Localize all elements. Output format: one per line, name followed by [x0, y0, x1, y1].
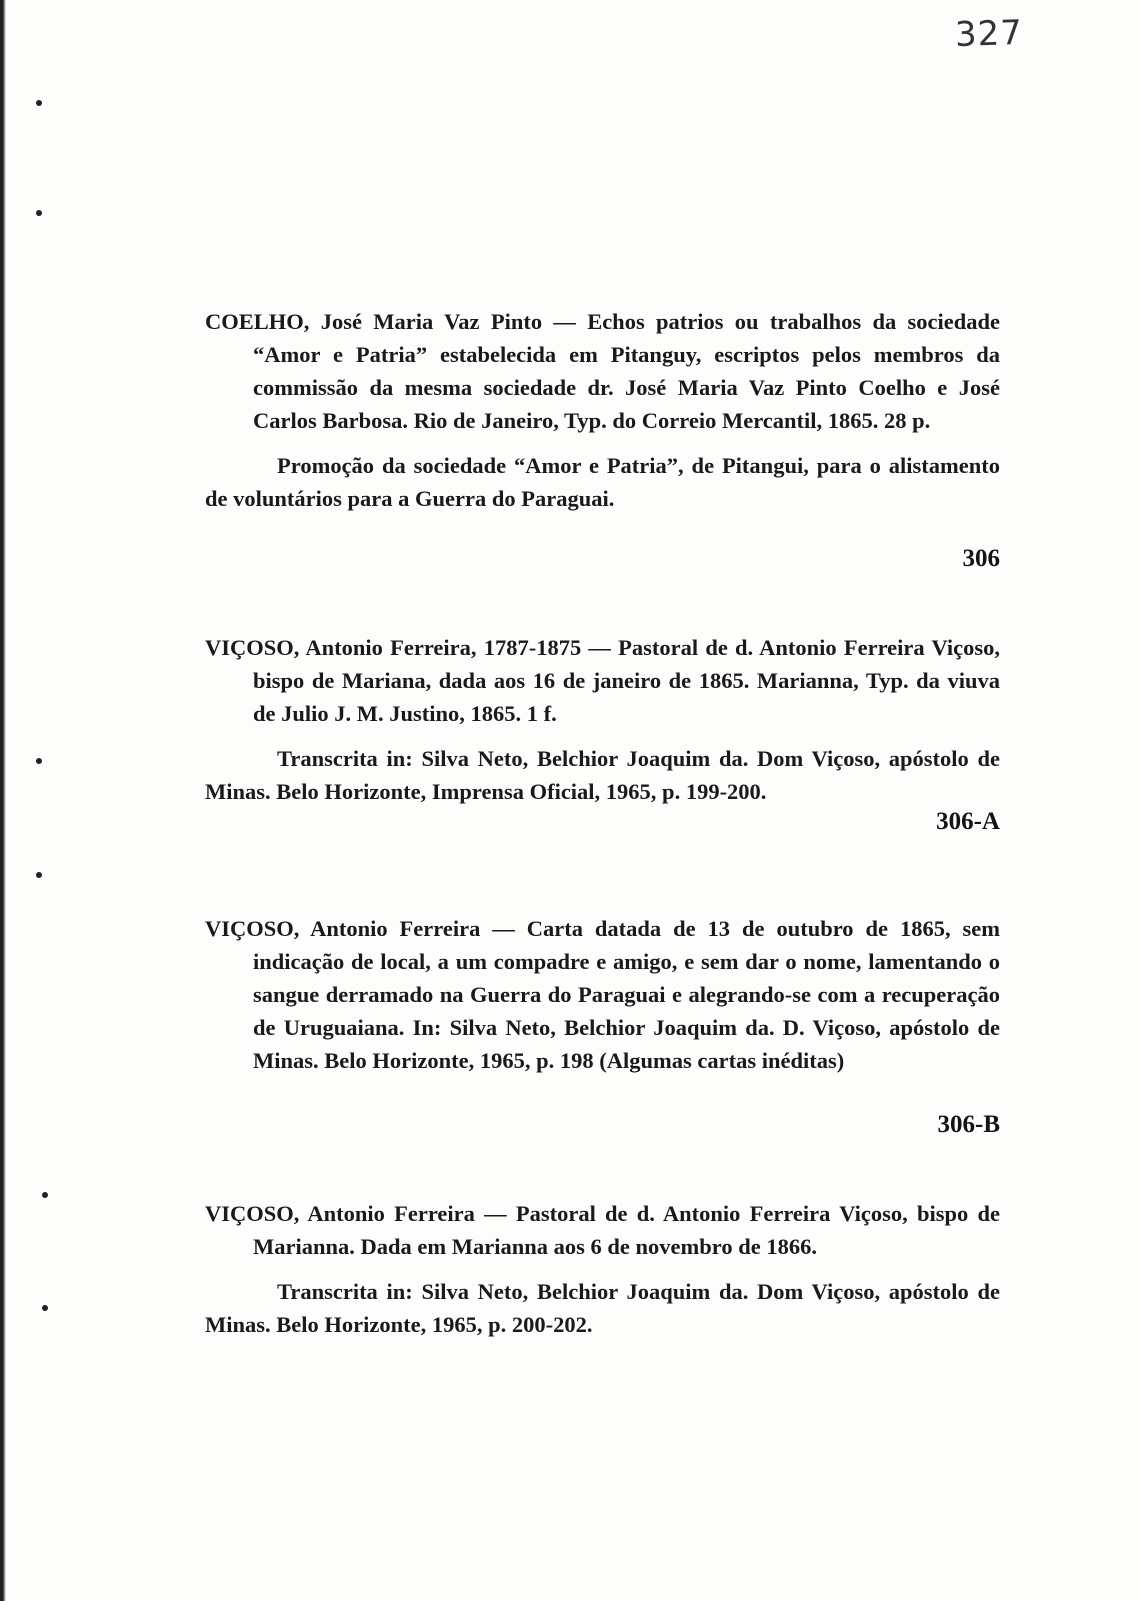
entry-citation: VIÇOSO, Antonio Ferreira — Carta datada de 13 de outubro de 1865, sem indicação de local, a um compadre e amigo, e sem dar o nome, lamentando o sangue derramado na Guerra do Paraguai e alegrando-se com a recuperação de Uruguaiana. In: Silva Neto, Belchior Joaquim da. D. Viçoso, apóstolo de Minas. Belo Horizonte, 1965, p. 198 (Algumas cartas inéditas) — [205, 916, 1000, 1073]
punch-hole-mark — [36, 210, 42, 216]
entry-number: 306-B — [937, 1111, 1000, 1138]
punch-hole-mark — [36, 758, 42, 764]
punch-hole-mark — [36, 872, 42, 878]
handwritten-page-number: 327 — [954, 12, 1024, 56]
punch-hole-mark — [42, 1192, 48, 1198]
punch-hole-mark — [36, 100, 42, 106]
entry-note: Promoção da sociedade “Amor e Patria”, de Pitangui, para o alistamento de voluntários para a Guerra do Paraguai. — [205, 453, 1000, 511]
punch-hole-mark — [42, 1305, 48, 1311]
entry-number: 306 — [962, 545, 1000, 572]
entry-citation: COELHO, José Maria Vaz Pinto — Echos patrios ou trabalhos da sociedade “Amor e Patria” estabelecida em Pitanguy, escriptos pelos membros da commissão da mesma sociedade dr. José Maria Vaz Pinto Coelho e José Carlos Barbosa. Rio de Janeiro, Typ. do Correio Mercantil, 1865. 28 p. — [205, 309, 1000, 433]
bibliography-entry — [205, 305, 1000, 573]
entry-note: Transcrita in: Silva Neto, Belchior Joaquim da. Dom Viçoso, apóstolo de Minas. Belo Horizonte, Imprensa Oficial, 1965, p. 199-200. — [205, 746, 1000, 804]
entry-citation: VIÇOSO, Antonio Ferreira — Pastoral de d. Antonio Ferreira Viçoso, bispo de Marianna. Dada em Marianna aos 6 de novembro de 1866. — [205, 1201, 1000, 1259]
bibliography-entry — [205, 631, 1000, 836]
bibliography-entry — [205, 1197, 1000, 1341]
entry-citation: VIÇOSO, Antonio Ferreira, 1787-1875 — Pastoral de d. Antonio Ferreira Viçoso, bispo de Mariana, dada aos 16 de janeiro de 1865. Marianna, Typ. da viuva de Julio J. M. Justino, 1865. 1 f. — [205, 635, 1000, 726]
entry-note: Transcrita in: Silva Neto, Belchior Joaquim da. Dom Viçoso, apóstolo de Minas. Belo Horizonte, 1965, p. 200-202. — [205, 1279, 1000, 1337]
bibliography-entries — [205, 305, 1000, 1341]
entry-number: 306-A — [936, 808, 1000, 835]
scan-left-edge — [0, 0, 6, 1601]
bibliography-entry — [205, 912, 1000, 1139]
